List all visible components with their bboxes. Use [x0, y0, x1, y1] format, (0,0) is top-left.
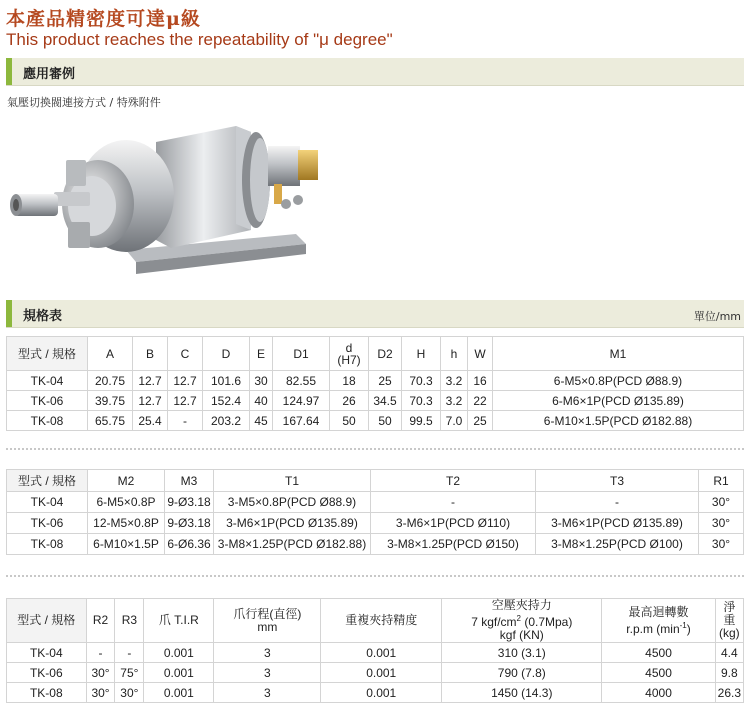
cell: 26.3 — [715, 683, 743, 703]
table-row — [7, 513, 744, 534]
weight-unit: (kg) — [718, 626, 740, 640]
cell: 3 — [214, 683, 321, 703]
cell: 65.75 — [88, 411, 133, 431]
table-row — [7, 371, 744, 391]
spec-section-header — [6, 300, 744, 328]
table-row — [7, 411, 744, 431]
col-header-d1: D1 — [273, 337, 330, 371]
application-section-label: 應用審例 — [23, 67, 76, 82]
table-header-row — [7, 470, 744, 492]
cell: 0.001 — [321, 663, 442, 683]
cell: TK-08 — [7, 534, 88, 555]
cell: TK-08 — [7, 683, 87, 703]
divider — [6, 575, 744, 577]
application-section-header — [6, 58, 744, 86]
cell: 50 — [330, 411, 369, 431]
cell: 70.3 — [402, 391, 441, 411]
cell: 9.8 — [715, 663, 743, 683]
cell: 12.7 — [133, 371, 168, 391]
cell: 45 — [250, 411, 273, 431]
col-header-t1: T1 — [214, 470, 371, 492]
col-header-h-small: h — [441, 337, 468, 371]
col-header-r1: R1 — [699, 470, 744, 492]
cell: TK-06 — [7, 663, 87, 683]
cell: 30° — [699, 513, 744, 534]
cell: 26 — [330, 391, 369, 411]
rpm-unit-a: r.p.m (min — [626, 621, 680, 636]
force-unit-kgf: kgf (KN) — [499, 628, 544, 642]
spec-table-3 — [6, 598, 744, 703]
cell: 0.001 — [144, 683, 214, 703]
cell: 99.5 — [402, 411, 441, 431]
cell: - — [115, 643, 144, 663]
col-header-model: 型式 / 規格 — [7, 337, 88, 371]
cell: 3-M8×1.25P(PCD Ø100) — [536, 534, 699, 555]
col-header-w: W — [468, 337, 493, 371]
cell: 3-M6×1P(PCD Ø110) — [371, 513, 536, 534]
col-header-r3: R3 — [115, 599, 144, 643]
cell: 30° — [699, 492, 744, 513]
cell: 12.7 — [168, 371, 203, 391]
cell: 7.0 — [441, 411, 468, 431]
cell: 4.4 — [715, 643, 743, 663]
col-header-d: d — [345, 340, 353, 355]
rpm-unit-sup: -1 — [679, 620, 687, 630]
stroke-unit: mm — [257, 619, 278, 634]
unit-label: 單位/mm — [693, 310, 741, 323]
cell: 3-M6×1P(PCD Ø135.89) — [214, 513, 371, 534]
cell: TK-04 — [7, 492, 88, 513]
col-header-model: 型式 / 規格 — [7, 470, 88, 492]
cell: 0.001 — [321, 643, 442, 663]
cell: TK-06 — [7, 513, 88, 534]
table-row — [7, 643, 744, 663]
cell: 25 — [369, 371, 402, 391]
table-row — [7, 391, 744, 411]
cell: 124.97 — [273, 391, 330, 411]
col-header-rpm — [602, 599, 715, 643]
force-unit-b: (0.7Mpa) — [521, 615, 573, 629]
spec-table-2 — [6, 469, 744, 555]
cell: 82.55 — [273, 371, 330, 391]
cell: 6-M10×1.5P — [88, 534, 165, 555]
cell: 30° — [86, 663, 115, 683]
cell: 4500 — [602, 643, 715, 663]
cell: 34.5 — [369, 391, 402, 411]
cell: TK-04 — [7, 371, 88, 391]
cell: 30 — [250, 371, 273, 391]
col-header-model: 型式 / 規格 — [7, 599, 87, 643]
cell: TK-06 — [7, 391, 88, 411]
cell: 3 — [214, 663, 321, 683]
force-unit-sup: 2 — [516, 614, 521, 623]
cell: 20.75 — [88, 371, 133, 391]
cell: 6-M6×1P(PCD Ø135.89) — [493, 391, 744, 411]
product-image — [6, 112, 336, 290]
cell: 9-Ø3.18 — [165, 513, 214, 534]
col-header-weight — [715, 599, 743, 643]
cell: 6-Ø6.36 — [165, 534, 214, 555]
col-header-force — [442, 599, 602, 643]
divider — [6, 448, 744, 450]
cell: - — [168, 411, 203, 431]
cell: 167.64 — [273, 411, 330, 431]
cell: 4500 — [602, 663, 715, 683]
cell: 3-M8×1.25P(PCD Ø150) — [371, 534, 536, 555]
page-title-en: This product reaches the repeatability of "μ degree" — [6, 30, 393, 49]
rpm-label: 最高迴轉數 — [628, 604, 689, 619]
col-header-tir: 爪 T.I.R — [144, 599, 214, 643]
cell: TK-08 — [7, 411, 88, 431]
cell: 12.7 — [133, 391, 168, 411]
cell: 40 — [250, 391, 273, 411]
table-header-row — [7, 599, 744, 643]
section-accent — [6, 58, 12, 85]
cell: 3.2 — [441, 391, 468, 411]
cell: 790 (7.8) — [442, 663, 602, 683]
application-subtitle: 氣壓切換閥連接方式 / 特殊附件 — [7, 96, 161, 109]
weight-label: 淨重 — [723, 600, 736, 627]
cell: - — [536, 492, 699, 513]
col-header-d: D — [203, 337, 250, 371]
cell: 70.3 — [402, 371, 441, 391]
table-row — [7, 663, 744, 683]
col-header-h7: (H7) — [337, 352, 361, 367]
stroke-label: 爪行程(直徑) — [233, 606, 302, 621]
col-header-repeat: 重複夾持精度 — [321, 599, 442, 643]
cell: - — [86, 643, 115, 663]
cell: 3-M6×1P(PCD Ø135.89) — [536, 513, 699, 534]
cell: 75° — [115, 663, 144, 683]
col-header-t2: T2 — [371, 470, 536, 492]
cell: 25.4 — [133, 411, 168, 431]
cell: 25 — [468, 411, 493, 431]
col-header-b: B — [133, 337, 168, 371]
col-header-d-h7 — [330, 337, 369, 371]
spec-section-label: 規格表 — [23, 309, 63, 324]
col-header-stroke — [214, 599, 321, 643]
col-header-r2: R2 — [86, 599, 115, 643]
cell: 4000 — [602, 683, 715, 703]
page-title-cn: 本產品精密度可達μ級 — [6, 8, 201, 30]
col-header-e: E — [250, 337, 273, 371]
col-header-a: A — [88, 337, 133, 371]
col-header-m1: M1 — [493, 337, 744, 371]
cell: 3 — [214, 643, 321, 663]
cell: 50 — [369, 411, 402, 431]
col-header-d2: D2 — [369, 337, 402, 371]
cell: 18 — [330, 371, 369, 391]
force-label: 空壓夾持力 — [491, 598, 552, 612]
cell: 30° — [115, 683, 144, 703]
col-header-m2: M2 — [88, 470, 165, 492]
cell: 203.2 — [203, 411, 250, 431]
cell: 9-Ø3.18 — [165, 492, 214, 513]
cell: 1450 (14.3) — [442, 683, 602, 703]
cell: - — [371, 492, 536, 513]
cell: 0.001 — [321, 683, 442, 703]
cell: 12-M5×0.8P — [88, 513, 165, 534]
cell: 16 — [468, 371, 493, 391]
cell: 3.2 — [441, 371, 468, 391]
table-row — [7, 492, 744, 513]
col-header-c: C — [168, 337, 203, 371]
rpm-unit-b: ) — [686, 621, 691, 636]
cell: 310 (3.1) — [442, 643, 602, 663]
col-header-h: H — [402, 337, 441, 371]
table-row — [7, 683, 744, 703]
spec-table-1 — [6, 336, 744, 431]
cell: 6-M5×0.8P(PCD Ø88.9) — [493, 371, 744, 391]
table-header-row — [7, 337, 744, 371]
cell: TK-04 — [7, 643, 87, 663]
cell: 6-M10×1.5P(PCD Ø182.88) — [493, 411, 744, 431]
force-unit-a: 7 kgf/cm — [471, 615, 517, 629]
cell: 3-M5×0.8P(PCD Ø88.9) — [214, 492, 371, 513]
cell: 0.001 — [144, 643, 214, 663]
col-header-t3: T3 — [536, 470, 699, 492]
cell: 101.6 — [203, 371, 250, 391]
col-header-m3: M3 — [165, 470, 214, 492]
cell: 0.001 — [144, 663, 214, 683]
cell: 152.4 — [203, 391, 250, 411]
cell: 12.7 — [168, 391, 203, 411]
cell: 39.75 — [88, 391, 133, 411]
section-accent — [6, 300, 12, 327]
cell: 3-M8×1.25P(PCD Ø182.88) — [214, 534, 371, 555]
cell: 6-M5×0.8P — [88, 492, 165, 513]
cell: 22 — [468, 391, 493, 411]
table-row — [7, 534, 744, 555]
cell: 30° — [699, 534, 744, 555]
cell: 30° — [86, 683, 115, 703]
